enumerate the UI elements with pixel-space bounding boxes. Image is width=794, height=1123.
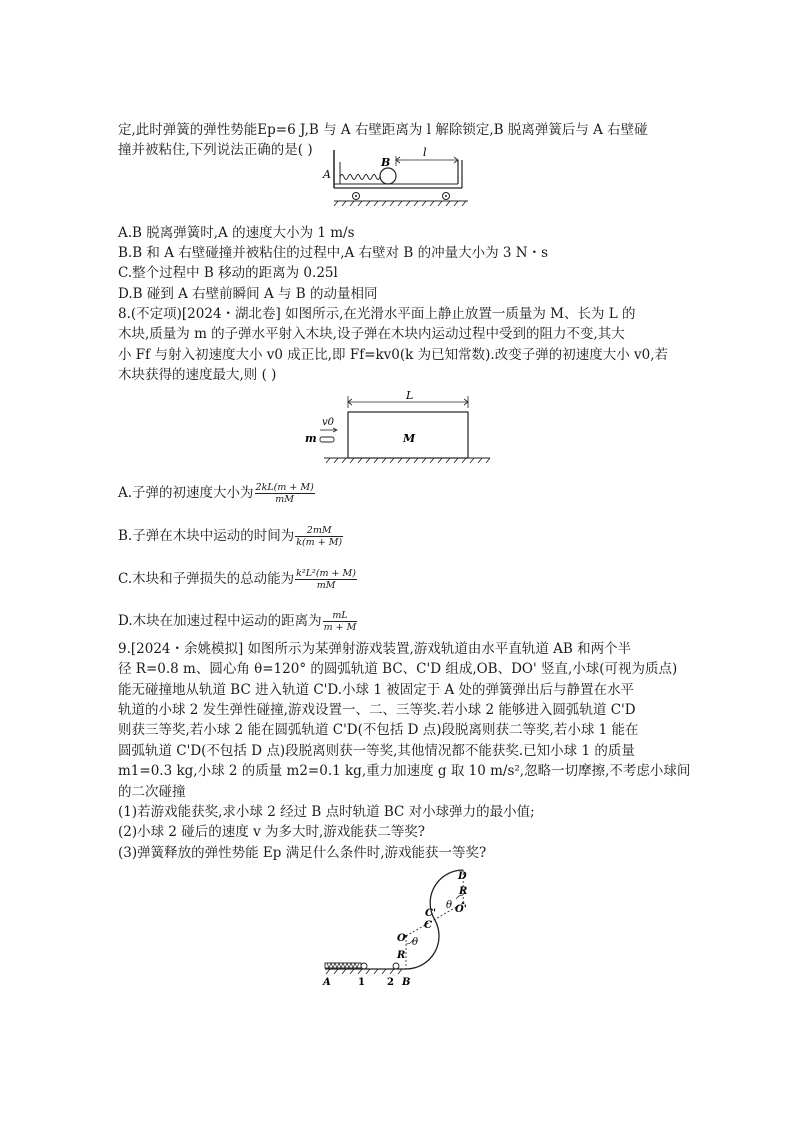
q7-option-b: B.B 和 A 右壁碰撞并被粘住的过程中,A 右壁对 B 的冲量大小为 3 N・s xyxy=(118,245,549,261)
q9-label-B: B xyxy=(402,977,411,988)
q8-option-b-denominator: k(m + M) xyxy=(296,537,343,548)
q9-line-4: 轨道的小球 2 发生弹性碰撞,游戏设置一、二、三等奖.若小球 2 能够进入圆弧轨道 C'D xyxy=(118,702,636,718)
q8-label-L: L xyxy=(406,389,414,402)
q9-label-theta-top: θ xyxy=(446,900,453,911)
q9-line-3: 能无碰撞地从轨道 BC 进入轨道 C'D.小球 1 被固定于 A 处的弹簧弹出后与静置在水平 xyxy=(118,682,635,698)
q9-label-O: O xyxy=(397,933,406,944)
q8-option-b-numerator: 2mM xyxy=(295,525,343,537)
q9-line-5: 则获三等奖,若小球 2 能在圆弧轨道 C'D(不包括 D 点)段脱离则获二等奖,若小球 1 能在 xyxy=(118,722,639,738)
q8-figure xyxy=(300,384,495,468)
q9-line-7: m1=0.3 kg,小球 2 的质量 m2=0.1 kg,重力加速度 g 取 10 m/s²,忽略一切摩擦,不考虑小球间 xyxy=(118,763,691,779)
q8-option-d-fraction xyxy=(323,610,358,633)
q9-line-6: 圆弧轨道 C'D(不包括 D 点)段脱离则获一等奖,其他情况都不能获奖.已知小球 1 的质量 xyxy=(118,743,635,759)
q8-option-b-fraction xyxy=(295,525,343,548)
q8-option-b xyxy=(118,525,343,548)
q8-option-a-fraction xyxy=(255,482,315,505)
q8-option-d-text: D.木块在加速过程中运动的距离为 xyxy=(118,613,322,629)
q8-option-d xyxy=(118,610,357,633)
q8-option-c xyxy=(118,568,357,591)
q8-stem-line-1: 8.(不定项)[2024・湖北卷] 如图所示,在光滑水平面上静止放置一质量为 M、长为 L 的 xyxy=(118,306,636,322)
q9-label-theta-bottom: θ xyxy=(412,937,419,948)
q7-label-B: B xyxy=(381,156,391,169)
q9-label-2: 2 xyxy=(387,977,394,988)
q9-line-2: 径 R=0.8 m、圆心角 θ=120° 的圆弧轨道 BC、C'D 组成,OB、DO' 竖直,小球(可视为质点) xyxy=(118,661,678,677)
q9-label-R-bottom: R xyxy=(397,950,406,961)
q8-option-c-denominator: mM xyxy=(316,580,336,591)
q7-label-A: A xyxy=(323,168,331,181)
q9-label-R-top: R xyxy=(459,886,468,897)
q8-option-a-numerator: 2kL(m + M) xyxy=(255,482,314,493)
q9-label-C: C xyxy=(424,920,432,931)
q7-option-a: A.B 脱离弹簧时,A 的速度大小为 1 m/s xyxy=(118,225,355,241)
q8-option-a xyxy=(118,482,315,505)
q8-option-d-numerator: mL xyxy=(323,610,358,622)
q8-option-a-text: A.子弹的初速度大小为 xyxy=(118,485,254,501)
q8-stem-line-4: 木块获得的速度最大,则 ( ) xyxy=(118,367,277,383)
q9-line-8: 的二次碰撞 xyxy=(118,784,186,800)
q8-option-c-numerator: k²L²(m + M) xyxy=(296,568,356,579)
q9-label-D: D xyxy=(458,871,467,882)
q8-option-b-text: B.子弹在木块中运动的时间为 xyxy=(118,528,295,544)
q7-label-l: l xyxy=(423,146,427,159)
q8-label-v0: v0 xyxy=(322,417,335,428)
q9-label-O-prime: O' xyxy=(455,904,467,915)
q7-stem-line-2: 撞并被粘住,下列说法正确的是( ) xyxy=(118,142,313,158)
q7-option-c: C.整个过程中 B 移动的距离为 0.25l xyxy=(118,265,338,281)
q8-label-m: m xyxy=(305,432,317,445)
q7-option-d: D.B 碰到 A 右壁前瞬间 A 与 B 的动量相同 xyxy=(118,286,378,302)
q8-stem-line-3: 小 Ff 与射入初速度大小 v0 成正比,即 Ff=kv0(k 为已知常数).改变子弹的初速度大小 v0,若 xyxy=(118,347,668,363)
q8-stem-line-2: 木块,质量为 m 的子弹水平射入木块,设子弹在木块内运动过程中受到的阻力不变,其大 xyxy=(118,326,625,342)
q8-option-c-text: C.木块和子弹损失的总动能为 xyxy=(118,571,295,587)
q9-question-2: (2)小球 2 碰后的速度 v 为多大时,游戏能获二等奖? xyxy=(118,824,426,840)
q9-label-A: A xyxy=(323,977,331,988)
q7-figure xyxy=(318,146,478,214)
q9-label-1: 1 xyxy=(358,977,365,988)
q9-label-C-prime: C' xyxy=(425,908,437,919)
q8-option-c-fraction xyxy=(295,568,357,591)
q8-label-M: M xyxy=(403,432,416,445)
q9-figure xyxy=(318,866,488,990)
q9-question-3: (3)弹簧释放的弹性势能 Ep 满足什么条件时,游戏能获一等奖? xyxy=(118,845,487,861)
q8-option-a-denominator: mM xyxy=(275,494,295,505)
q8-option-d-denominator: m + M xyxy=(323,622,357,633)
q9-question-1: (1)若游戏能获奖,求小球 2 经过 B 点时轨道 BC 对小球弹力的最小值; xyxy=(118,804,535,820)
q9-line-1: 9.[2024・余姚模拟] 如图所示为某弹射游戏装置,游戏轨道由水平直轨道 AB 和两个半 xyxy=(118,641,632,657)
q7-stem-line-1: 定,此时弹簧的弹性势能Ep=6 J,B 与 A 右壁距离为 l 解除锁定,B 脱离弹簧后与 A 右壁碰 xyxy=(118,122,648,138)
